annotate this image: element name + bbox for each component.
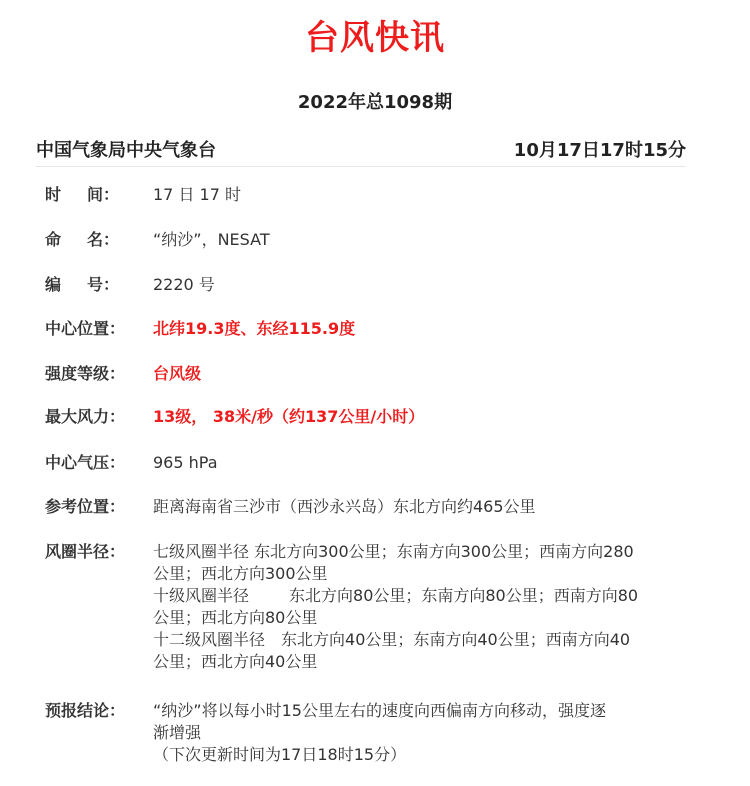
field-label: 预报结论： (45, 701, 126, 720)
field-label: 中心位置： (45, 319, 126, 338)
agency-name: 中国气象局中央气象台 (36, 140, 216, 161)
field-value: 距离海南省三沙市（西沙永兴岛）东北方向约465公里 (153, 497, 536, 516)
field-pressure (45, 452, 685, 474)
field-value: 七级风圈半径 东北方向300公里；东南方向300公里；西南方向280 公里；西北方向300公里 十级风圈半径 东北方向80公里；东南方向80公里；西南方向80 公里；西北方向80公里 十二级风圈半径 东北方向40公里；东南方向40公里；西南方向40 公里；西北方向40公里 (153, 542, 639, 671)
field-label: 时 间： (45, 185, 120, 204)
field-value: “纳沙”，NESAT (153, 230, 270, 249)
field-reference-position (45, 496, 685, 518)
field-label: 命 名： (45, 230, 120, 249)
bulletin-header (36, 136, 686, 167)
field-max-wind (45, 406, 685, 428)
field-value: “纳沙”将以每小时15公里左右的速度向西偏南方向移动，强度逐 渐增强 （下次更新时间为17日18时15分） (153, 701, 606, 764)
issue-number: 2022年总1098期 (297, 92, 453, 113)
field-forecast (45, 700, 685, 766)
field-label: 风圈半径： (45, 542, 126, 561)
field-wind-radius (45, 541, 685, 673)
field-value: 台风级 (153, 364, 202, 383)
field-intensity (45, 363, 685, 385)
field-value: 17 日 17 时 (153, 185, 241, 204)
bulletin-datetime: 10月17日17时15分 (513, 140, 686, 161)
field-value: 965 hPa (153, 453, 218, 472)
field-value: 2220 号 (153, 275, 215, 294)
field-label: 强度等级： (45, 364, 126, 383)
field-name (45, 229, 685, 251)
field-label: 最大风力： (45, 407, 126, 426)
field-label: 中心气压： (45, 453, 126, 472)
field-label: 编 号： (45, 275, 120, 294)
field-value: 北纬19.3度、东经115.9度 (153, 319, 356, 338)
field-time (45, 184, 685, 206)
field-value: 13级， 38米/秒（约137公里/小时） (153, 407, 425, 426)
field-label: 参考位置： (45, 497, 126, 516)
page-title: 台风快讯 (305, 18, 445, 58)
field-number (45, 274, 685, 296)
field-center-position (45, 318, 685, 340)
